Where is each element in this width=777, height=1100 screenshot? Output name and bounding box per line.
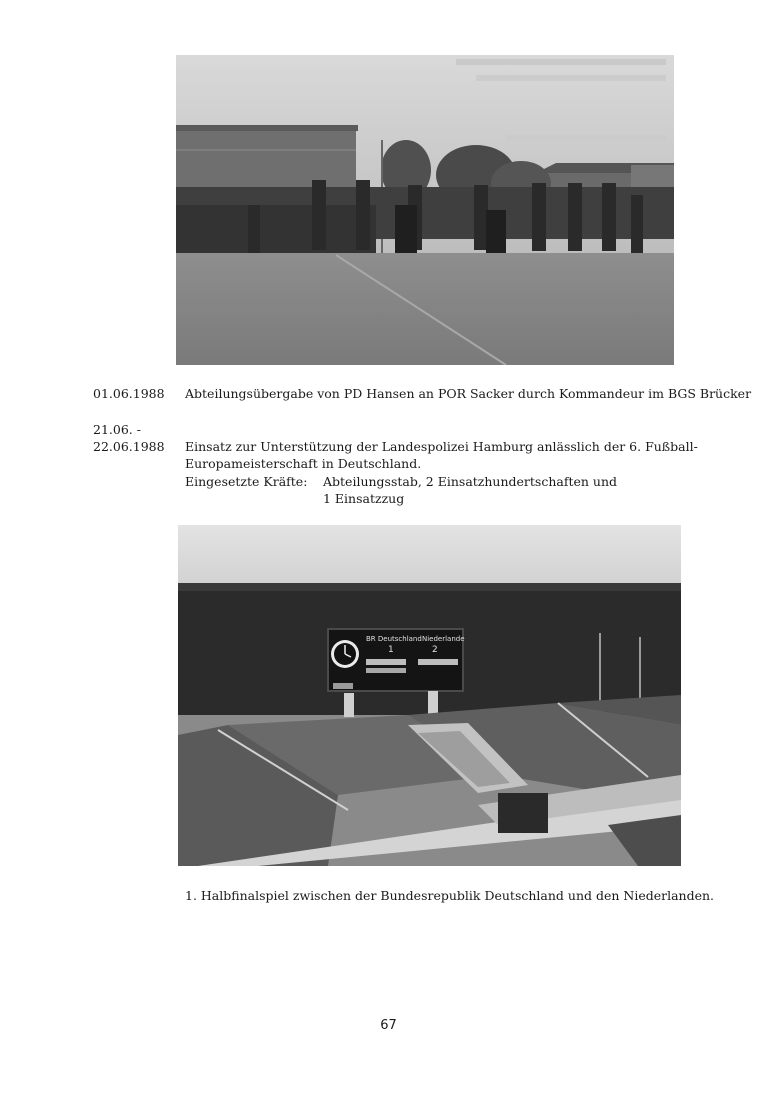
page-number: 67: [380, 1018, 397, 1033]
scoreboard-team1: BR Deutschland: [366, 635, 422, 643]
scoreboard-score2: 2: [432, 645, 438, 655]
photo-caption: 1. Halbfinalspiel zwischen der Bundesrepublik Deutschland und den Niederlanden.: [185, 888, 715, 903]
entry-2-text-line1: Einsatz zur Unterstützung der Landespolizei Hamburg anlässlich der 6. Fußball-: [185, 439, 698, 454]
scoreboard-team2: Niederlande: [422, 635, 465, 643]
entry-2-forces-line1: Abteilungsstab, 2 Einsatzhundertschaften und: [323, 474, 618, 489]
entry-2-forces-label: Eingesetzte Kräfte:: [185, 474, 308, 489]
ceremony-photo: [176, 55, 674, 365]
entry-2-date-line2: 22.06.1988: [93, 439, 165, 454]
entry-1-date: 01.06.1988: [93, 386, 165, 401]
ceremony-photo-drawing: [176, 55, 674, 365]
stadium-photo-drawing: [178, 525, 681, 866]
entry-2-text-line2: Europameisterschaft in Deutschland.: [185, 456, 422, 471]
stadium-photo: [178, 525, 681, 866]
scoreboard-score1: 1: [388, 645, 394, 655]
entry-2-date-line1: 21.06. -: [93, 422, 141, 437]
entry-2-forces-line2: 1 Einsatzzug: [323, 491, 405, 506]
entry-1-text: Abteilungsübergabe von PD Hansen an POR Sacker durch Kommandeur im BGS Brücker: [185, 386, 752, 401]
